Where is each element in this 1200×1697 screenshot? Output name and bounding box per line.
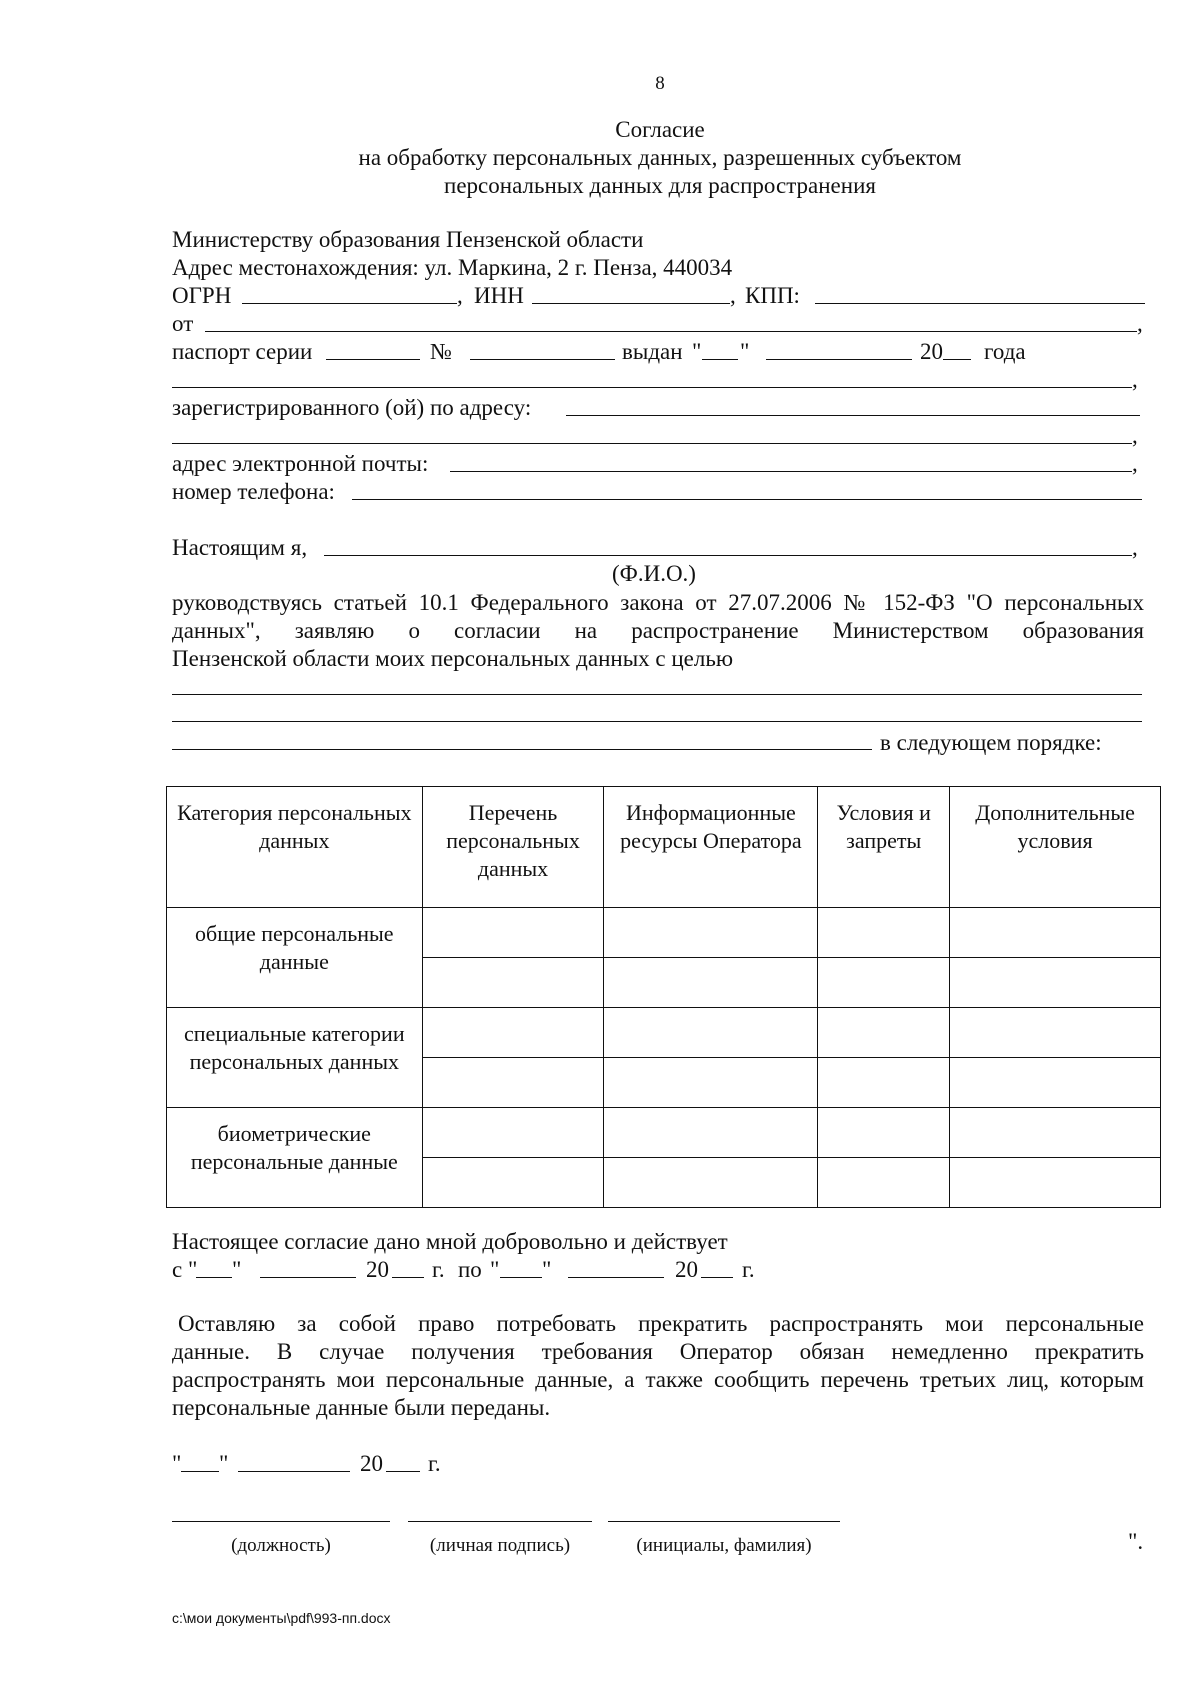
signature-field[interactable] [408,1521,592,1522]
table-cell[interactable] [818,1058,950,1108]
from-label: от [172,311,194,336]
header-category: Категория персональных данных [167,787,423,908]
registered-label: зарегистрированного (ой) по адресу: [172,395,532,420]
issued-year-field[interactable] [943,359,971,360]
position-field[interactable] [172,1521,390,1522]
table-cell[interactable] [950,958,1161,1008]
categories-table [166,786,1161,1208]
table-cell[interactable] [818,908,950,958]
issued-label: выдан [622,339,683,364]
reservation-line-1: Оставляю за собой право потребовать прекратить распространять мои персональные [178,1311,1144,1336]
validity-g-1: г. [432,1257,445,1282]
passport-number-label: № [430,339,452,364]
passport-series-field[interactable] [326,359,420,360]
position-caption: (должность) [231,1535,331,1556]
table-header-row [167,787,1161,908]
signature-year-field[interactable] [386,1471,420,1472]
table-row [167,908,1161,958]
order-label: в следующем порядке: [880,730,1102,755]
addressee-org: Министерству образования Пензенской области [172,227,644,252]
issued-by-field[interactable] [172,387,1132,388]
issued-year-prefix: 20 [920,339,943,364]
reservation-line-2: данные. В случае получения требования Оператор обязан немедленно прекратить [172,1339,1144,1364]
category-special: специальные категории персональных данных [167,1008,423,1108]
table-cell[interactable] [818,1158,950,1208]
signature-month-field[interactable] [238,1471,350,1472]
ogrn-label: ОГРН [172,283,232,308]
title-line-2: на обработку персональных данных, разрешенных субъектом [358,145,962,170]
header-list: Перечень персональных данных [422,787,604,908]
closing-mark: ". [1128,1529,1144,1554]
issued-month-field[interactable] [766,359,912,360]
table-cell[interactable] [422,1158,604,1208]
header-resources: Информационные ресурсы Оператора [604,787,818,908]
inn-label: ИНН [474,283,524,308]
validity-to-month[interactable] [568,1277,664,1278]
page-number: 8 [655,73,665,94]
email-field[interactable] [450,471,1132,472]
validity-line-1: Настоящее согласие дано мной добровольно и действует [172,1229,728,1254]
table-cell[interactable] [422,1008,604,1058]
table-row [167,1108,1161,1158]
table-cell[interactable] [818,1008,950,1058]
validity-from-year-prefix: 20 [366,1257,389,1282]
reservation-line-4: персональные данные были переданы. [172,1395,551,1420]
signature-year-prefix: 20 [360,1451,383,1476]
signature-day-field[interactable] [181,1471,219,1472]
passport-series-label: паспорт серии [172,339,313,364]
validity-to-year[interactable] [701,1277,733,1278]
table-cell[interactable] [818,1108,950,1158]
kpp-label: КПП: [745,283,800,308]
validity-from-day[interactable] [196,1277,232,1278]
title-line-3: персональных данных для распространения [444,173,876,198]
reservation-line-3: распространять мои персональные данные, а также сообщить перечень третьих лиц, которым [172,1367,1144,1392]
declaration-line-2: данных", заявляю о согласии на распространение Министерством образования [172,618,1144,643]
declaration-i-label: Настоящим я, [172,535,308,560]
registered-address-field[interactable] [566,415,1140,416]
fio-hint: (Ф.И.О.) [612,561,696,586]
passport-number-field[interactable] [470,359,615,360]
table-cell[interactable] [604,908,818,958]
declaration-line-1: руководствуясь статьей 10.1 Федерального закона от 27.07.2006 № 152-ФЗ "О персональных [172,590,1144,615]
addressee-address: Адрес местонахождения: ул. Маркина, 2 г. Пенза, 440034 [172,255,733,280]
table-cell[interactable] [422,1108,604,1158]
email-label: адрес электронной почты: [172,451,429,476]
validity-from-year[interactable] [392,1277,424,1278]
table-cell[interactable] [950,1158,1161,1208]
title-line-1: Согласие [615,117,705,142]
validity-from-label: с [172,1257,183,1282]
category-biometric: биометрические персональные данные [167,1108,423,1208]
table-cell[interactable] [604,1108,818,1158]
name-field[interactable] [608,1521,840,1522]
table-cell[interactable] [422,908,604,958]
fio-field[interactable] [324,555,1132,556]
table-cell[interactable] [950,908,1161,958]
table-cell[interactable] [604,1158,818,1208]
name-caption: (инициалы, фамилия) [636,1535,812,1556]
table-cell[interactable] [950,1008,1161,1058]
table-row [167,1008,1161,1058]
phone-field[interactable] [352,499,1142,500]
table-cell[interactable] [604,1058,818,1108]
registered-address-field-2[interactable] [172,443,1132,444]
signature-g: г. [428,1451,441,1476]
issued-day-field[interactable] [702,359,738,360]
validity-to-label: по [458,1257,482,1282]
purpose-field-3[interactable] [172,749,872,750]
year-label: года [984,339,1026,364]
table-cell[interactable] [950,1108,1161,1158]
phone-label: номер телефона: [172,479,335,504]
validity-g-2: г. [742,1257,755,1282]
footer-file-path: c:\мои документы\pdf\993-пп.docx [172,1610,391,1626]
declaration-line-3: Пензенской области моих персональных данных с целью [172,646,734,671]
ogrn-field[interactable] [242,303,457,304]
kpp-field[interactable] [815,303,1145,304]
category-general: общие персональные данные [167,908,423,1008]
inn-field[interactable] [532,303,730,304]
purpose-field-1[interactable] [172,694,1142,695]
validity-to-day[interactable] [500,1277,542,1278]
from-field[interactable] [205,331,1137,332]
validity-from-month[interactable] [260,1277,356,1278]
purpose-field-2[interactable] [172,721,1142,722]
table-cell[interactable] [604,958,818,1008]
signature-caption: (личная подпись) [429,1535,571,1556]
table-cell[interactable] [950,1058,1161,1108]
validity-to-year-prefix: 20 [675,1257,698,1282]
table-cell[interactable] [422,1058,604,1108]
table-cell[interactable] [604,1008,818,1058]
table-cell[interactable] [422,958,604,1008]
header-conditions: Условия и запреты [818,787,950,908]
header-additional: Дополнительные условия [950,787,1161,908]
table-cell[interactable] [818,958,950,1008]
